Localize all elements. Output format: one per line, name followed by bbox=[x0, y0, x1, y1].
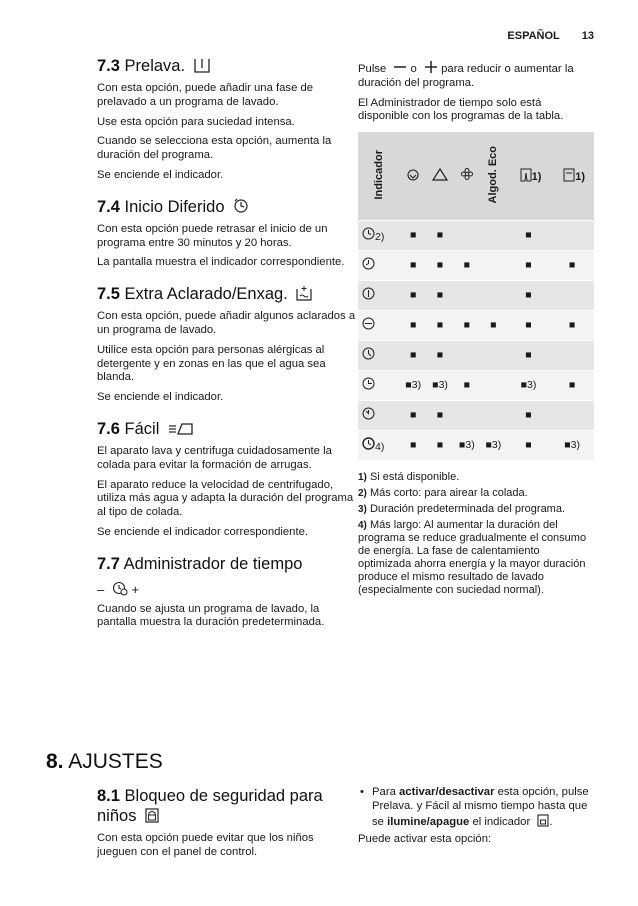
indicator-cell bbox=[358, 280, 400, 310]
section-7-5-text-2: Utilice esta opción para personas alérgicas al detergente y en zonas en las que el agua sea blanda. bbox=[97, 343, 326, 384]
section-7-7-heading: 7.7 Administrador de tiempo bbox=[97, 554, 303, 573]
table-cell: ■ bbox=[454, 370, 481, 400]
easy-iron-icon bbox=[168, 422, 194, 436]
section-8-1-text-1: Con esta opción puede evitar que los niños jueguen con el panel de control. bbox=[97, 832, 314, 858]
header-cotton bbox=[400, 132, 427, 220]
header-delicates bbox=[454, 132, 481, 220]
table-row bbox=[358, 220, 594, 250]
table-cell: ■3) bbox=[400, 370, 427, 400]
plus-button-icon bbox=[424, 60, 438, 74]
language-label: ESPAÑOL bbox=[507, 30, 560, 42]
table-cell bbox=[454, 340, 481, 370]
table-cell: ■ bbox=[507, 340, 551, 370]
section-8-1-heading: 8.1 Bloqueo de seguridad para niños bbox=[97, 787, 323, 825]
section-7-3-text-2: Use esta opción para suciedad intensa. bbox=[97, 115, 295, 128]
minus-button-icon bbox=[393, 64, 407, 74]
table-row bbox=[358, 400, 594, 430]
time-manager-instructions: Pulse o para reducir o aumentar la duración del programa. bbox=[358, 60, 594, 91]
section-7-3-text-4: Se enciende el indicador. bbox=[97, 168, 224, 181]
indicator-cell bbox=[358, 400, 400, 430]
table-cell bbox=[480, 250, 507, 280]
section-7-6-text-2: El aparato reduce la velocidad de centrifugado, utiliza más agua y adapta la duración del programa al tipo de colada. bbox=[97, 478, 354, 519]
table-cell: ■ bbox=[427, 250, 454, 280]
indicator-cell bbox=[358, 340, 400, 370]
section-7-5-heading: 7.5 Extra Aclarado/Enxag. bbox=[97, 284, 357, 304]
table-header-row bbox=[358, 132, 594, 220]
table-row bbox=[358, 310, 594, 340]
table-cell: ■3) bbox=[454, 430, 481, 460]
table-cell: ■ bbox=[550, 310, 594, 340]
time-level-5-icon bbox=[362, 347, 375, 360]
table-cell: ■ bbox=[427, 430, 454, 460]
table-cell: ■ bbox=[507, 250, 551, 280]
table-cell: ■ bbox=[507, 430, 551, 460]
footnote-1: 1) Si está disponible. bbox=[358, 470, 460, 483]
section-7-4 bbox=[97, 197, 357, 270]
page-header bbox=[507, 30, 594, 42]
section-7-5-text-3: Se enciende el indicador. bbox=[97, 391, 224, 404]
section-7-3 bbox=[97, 56, 357, 183]
table-cell: ■ bbox=[427, 280, 454, 310]
section-7-3-text-3: Cuando se selecciona esta opción, aumenta la duración del programa. bbox=[97, 135, 332, 162]
table-cell bbox=[480, 400, 507, 430]
section-7-5 bbox=[97, 284, 357, 405]
table-cell bbox=[480, 280, 507, 310]
indicator-cell bbox=[358, 250, 400, 280]
table-cell bbox=[480, 340, 507, 370]
table-cell: ■ bbox=[400, 280, 427, 310]
prewash-icon bbox=[194, 58, 210, 73]
time-level-3-icon bbox=[362, 287, 375, 300]
table-row bbox=[358, 340, 594, 370]
child-lock-indicator-icon bbox=[537, 814, 549, 827]
footnote-3: 3) Duración predeterminada del programa. bbox=[358, 502, 566, 515]
child-lock-icon bbox=[145, 808, 159, 823]
section-7-6-text-1: El aparato lava y centrifuga cuidadosamente la colada para evitar la formación de arrugas. bbox=[97, 444, 332, 471]
table-cell: ■ bbox=[507, 400, 551, 430]
indicator-cell: 4) bbox=[358, 430, 400, 460]
left-column bbox=[97, 56, 357, 644]
table-cell: ■3) bbox=[480, 430, 507, 460]
table-cell: ■ bbox=[507, 310, 551, 340]
delay-start-icon bbox=[233, 198, 249, 214]
section-7-4-text-1: Con esta opción puede retrasar el inicio de un programa entre 30 minutos y 20 horas. bbox=[97, 222, 328, 249]
table-row bbox=[358, 430, 594, 460]
table-cell bbox=[550, 280, 594, 310]
table-cell: ■ bbox=[550, 370, 594, 400]
table-row bbox=[358, 250, 594, 280]
table-cell: ■ bbox=[400, 220, 427, 250]
table-cell: ■ bbox=[480, 310, 507, 340]
table-cell: ■ bbox=[507, 280, 551, 310]
section-7-4-heading: 7.4 Inicio Diferido bbox=[97, 197, 357, 217]
table-footnotes bbox=[358, 471, 594, 597]
table-cell: ■3) bbox=[507, 370, 551, 400]
extra-rinse-icon bbox=[296, 285, 312, 301]
table-cell: ■ bbox=[427, 400, 454, 430]
table-cell bbox=[454, 400, 481, 430]
table-cell bbox=[550, 400, 594, 430]
time-manager-icon bbox=[112, 580, 128, 596]
section-7-3-text-1: Con esta opción, puede añadir una fase de prelavado a un programa de lavado. bbox=[97, 82, 314, 108]
section-7-7-text-1: Cuando se ajusta un programa de lavado, la pantalla muestra la duración predeterminada. bbox=[97, 602, 325, 629]
section-8-1 bbox=[97, 786, 337, 866]
section-7-3-heading: 7.3 Prelava. bbox=[97, 56, 357, 76]
minus-symbol: – bbox=[97, 581, 105, 597]
section-7-6-text-3: Se enciende el indicador correspondiente. bbox=[97, 525, 309, 538]
table-cell: ■ bbox=[427, 340, 454, 370]
time-manager-availability: El Administrador de tiempo solo está disponible con los programas de la tabla. bbox=[358, 96, 564, 123]
section-7-5-text-1: Con esta opción, puede añadir algunos aclarados a un programa de lavado. bbox=[97, 310, 356, 336]
table-cell bbox=[480, 370, 507, 400]
header-synthetics bbox=[427, 132, 454, 220]
indicator-cell: 2) bbox=[358, 220, 400, 250]
table-row bbox=[358, 280, 594, 310]
table-cell: ■ bbox=[400, 310, 427, 340]
table-cell: ■ bbox=[427, 310, 454, 340]
table-cell: ■ bbox=[507, 220, 551, 250]
jeans-icon bbox=[520, 168, 532, 182]
indicator-cell bbox=[358, 370, 400, 400]
table-cell bbox=[480, 220, 507, 250]
section-7-6 bbox=[97, 419, 357, 540]
section-8-heading: 8. AJUSTES bbox=[46, 750, 163, 773]
footnote-2: 2) Más corto: para airear la colada. bbox=[358, 486, 528, 499]
time-level-6-icon bbox=[362, 377, 375, 390]
child-lock-bullet: • Para activar/desactivar esta opción, pulse Prelava. y Fácil al mismo tiempo hasta que se ilumine/apague el indicador . bbox=[358, 786, 598, 829]
table-cell: ■ bbox=[400, 430, 427, 460]
indicator-cell bbox=[358, 310, 400, 340]
right-column bbox=[358, 60, 594, 600]
table-cell: ■ bbox=[427, 220, 454, 250]
table-cell: ■ bbox=[400, 340, 427, 370]
header-indicator: Indicador bbox=[358, 132, 400, 220]
header-jeans: 1) bbox=[507, 132, 551, 220]
header-cotton-eco: Algod. Eco bbox=[480, 132, 507, 220]
time-level-2-icon bbox=[362, 257, 375, 270]
table-cell: ■ bbox=[550, 250, 594, 280]
page-number: 13 bbox=[581, 30, 594, 42]
outerwear-icon bbox=[563, 168, 575, 182]
section-7-4-text-2: La pantalla muestra el indicador correspondiente. bbox=[97, 256, 345, 269]
delicates-icon bbox=[460, 167, 474, 181]
plus-symbol: + bbox=[131, 581, 140, 597]
cotton-icon bbox=[406, 167, 420, 181]
table-cell: ■3) bbox=[427, 370, 454, 400]
table-cell: ■ bbox=[454, 310, 481, 340]
header-outerwear: 1) bbox=[550, 132, 594, 220]
time-level-4-icon bbox=[362, 317, 375, 330]
table-cell: ■ bbox=[400, 400, 427, 430]
table-cell bbox=[550, 340, 594, 370]
table-cell: ■ bbox=[400, 250, 427, 280]
section-7-7 bbox=[97, 554, 357, 630]
table-cell: ■3) bbox=[550, 430, 594, 460]
section-7-6-heading: 7.6 Fácil bbox=[97, 419, 357, 439]
time-level-1-icon bbox=[362, 227, 375, 240]
child-lock-after-text: Puede activar esta opción: bbox=[358, 833, 492, 846]
table-row bbox=[358, 370, 594, 400]
time-manager-symbols bbox=[97, 580, 357, 597]
time-level-8-icon bbox=[362, 437, 375, 450]
time-manager-table bbox=[358, 132, 594, 461]
table-cell: ■ bbox=[454, 250, 481, 280]
synthetics-icon bbox=[432, 167, 448, 181]
table-cell bbox=[454, 220, 481, 250]
time-level-7-icon bbox=[362, 407, 375, 420]
section-8-1-instructions bbox=[358, 786, 598, 853]
footnote-4: 4) Más largo: Al aumentar la duración del programa se reduce gradualmente el consumo de energía. La fase de calentamiento optimizada ahorra energía y la mayor duración produce el mismo resultado de lavado (especialmente con suciedad normal). bbox=[358, 518, 587, 596]
table-cell bbox=[550, 220, 594, 250]
table-cell bbox=[454, 280, 481, 310]
